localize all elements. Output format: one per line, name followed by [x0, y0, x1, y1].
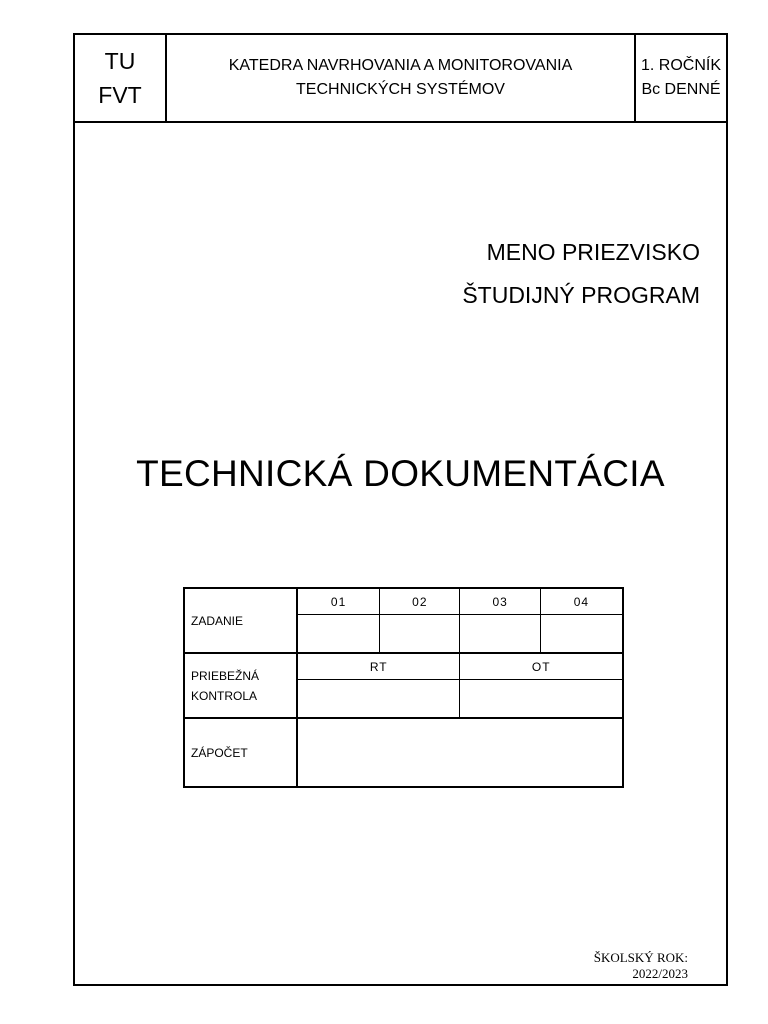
department-name [167, 35, 634, 121]
priebezna-label-line-1: PRIEBEŽNÁ [191, 668, 260, 683]
school-year-label: ŠKOLSKÝ ROK: [593, 950, 688, 965]
zadanie-cell-03 [460, 615, 540, 654]
zapocet-cell [297, 718, 623, 787]
priebezna-cell-ot [460, 680, 623, 719]
school-year-value: 2022/2023 [632, 966, 688, 981]
author-name: MENO PRIEZVISKO [486, 239, 700, 265]
priebezna-col-ot: OT [460, 653, 623, 680]
priebezna-kontrola-label [184, 653, 297, 718]
priebezna-label-line-2: KONTROLA [191, 688, 258, 703]
zadanie-col-02: 02 [380, 588, 460, 615]
header-block [75, 35, 726, 123]
school-year-block [594, 950, 688, 982]
zadanie-cell-01 [297, 615, 380, 654]
zadanie-cell-02 [380, 615, 460, 654]
faculty-code: FVT [98, 82, 142, 108]
document-title: TECHNICKÁ DOKUMENTÁCIA [136, 453, 665, 494]
university-abbrev [75, 35, 167, 121]
zadanie-col-01: 01 [297, 588, 380, 615]
zapocet-label: ZÁPOČET [184, 718, 297, 787]
zadanie-col-04: 04 [540, 588, 623, 615]
study-year-info [634, 35, 726, 121]
university-code: TU [104, 48, 136, 74]
zadanie-cell-04 [540, 615, 623, 654]
zadanie-label: ZADANIE [184, 588, 297, 653]
author-block [462, 231, 700, 317]
zadanie-col-03: 03 [460, 588, 540, 615]
priebezna-col-rt: RT [297, 653, 460, 680]
department-line-1: KATEDRA NAVRHOVANIA A MONITOROVANIA [228, 57, 573, 74]
department-line-2: TECHNICKÝCH SYSTÉMOV [296, 81, 505, 98]
title-page-frame [73, 33, 728, 986]
study-year: 1. ROČNÍK [640, 57, 721, 74]
priebezna-cell-rt [297, 680, 460, 719]
study-form: Bc DENNÉ [641, 81, 721, 98]
study-program: ŠTUDIJNÝ PROGRAM [462, 282, 700, 308]
evaluation-table [183, 587, 624, 788]
